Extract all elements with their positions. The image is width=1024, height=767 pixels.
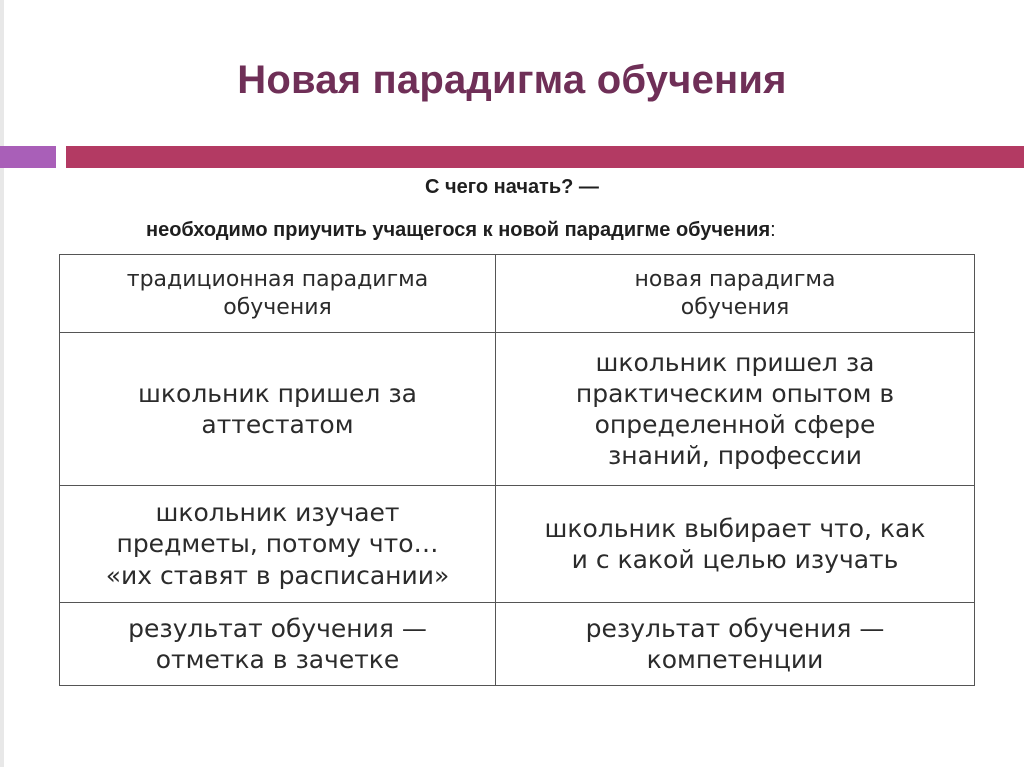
slide-title: Новая парадигма обучения	[237, 58, 787, 102]
cell-traditional-text: школьник изучает предметы, потому что… «их ставят в расписании»	[105, 498, 450, 590]
cell-traditional	[60, 603, 496, 686]
header-traditional-text: традиционная парадигма обучения	[126, 267, 429, 320]
table-row	[60, 333, 975, 486]
table-header-row	[60, 255, 975, 333]
cell-traditional-text: результат обучения — отметка в зачетке	[128, 613, 427, 674]
statement-colon: :	[770, 219, 776, 241]
header-new-text: новая парадигма обучения	[634, 267, 836, 320]
cell-new	[496, 333, 975, 486]
cell-new-text: результат обучения — компетенции	[585, 613, 885, 674]
cell-traditional-text: школьник пришел за аттестатом	[138, 378, 417, 439]
header-new	[496, 255, 975, 333]
paradigm-table	[59, 254, 975, 686]
cell-new	[496, 603, 975, 686]
cell-new	[496, 486, 975, 603]
table-row	[60, 486, 975, 603]
accent-bar-right	[66, 146, 1024, 168]
cell-new-text: школьник пришел за практическим опытом в определенной сфере знаний, профессии	[575, 347, 895, 471]
header-traditional	[60, 255, 496, 333]
accent-bar-left	[0, 146, 56, 168]
statement-line	[146, 219, 776, 242]
question-text: С чего начать? —	[425, 176, 599, 198]
table-row	[60, 603, 975, 686]
cell-new-text: школьник выбирает что, как и с какой целью изучать	[544, 513, 926, 574]
left-edge-rule	[0, 0, 4, 767]
cell-traditional	[60, 486, 496, 603]
statement-text: необходимо приучить учащегося к новой парадигме обучения	[146, 219, 771, 241]
cell-traditional	[60, 333, 496, 486]
